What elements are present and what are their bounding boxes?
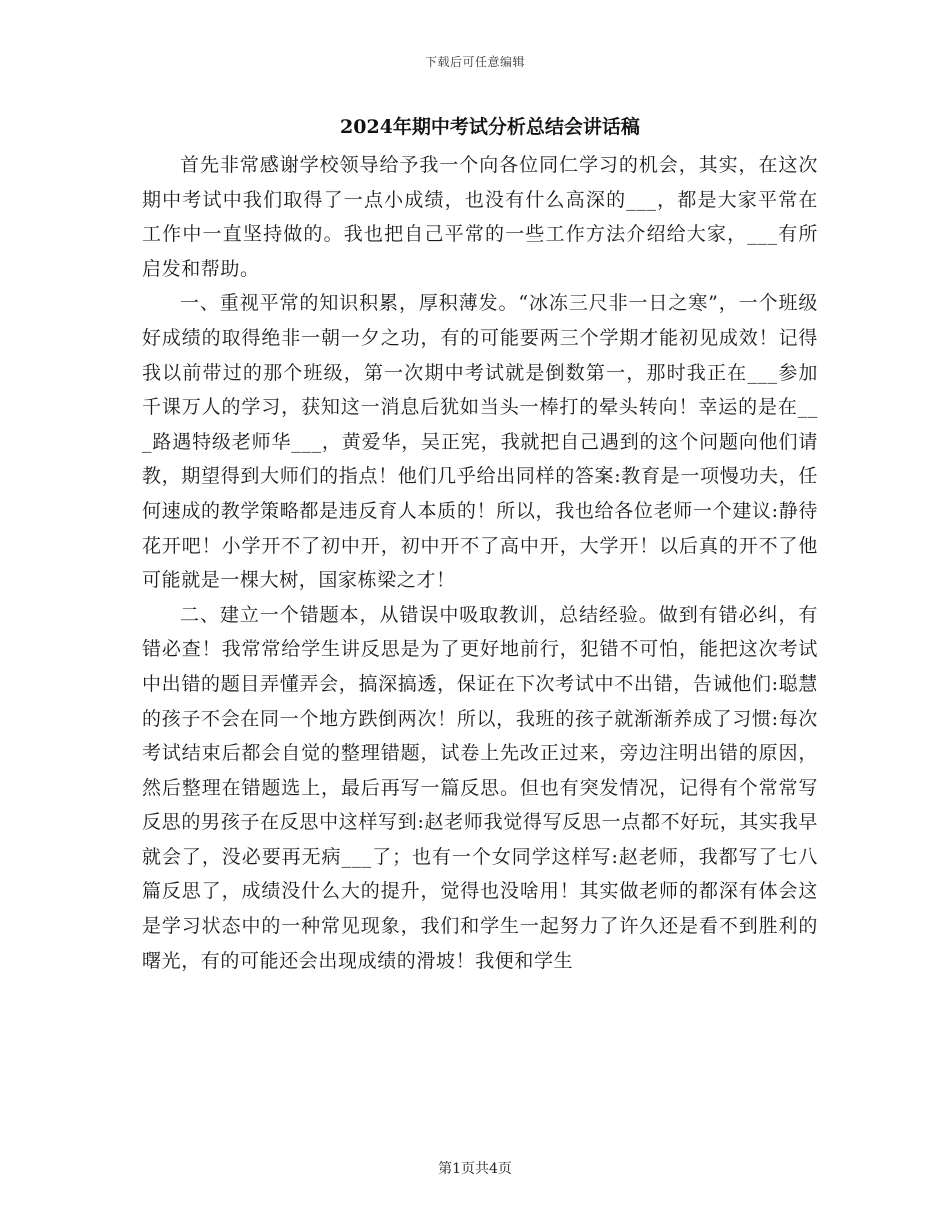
document-body [142,148,818,978]
paragraph-section-2: 二、建立一个错题本，从错误中吸取教训，总结经验。做到有错必纠，有错必查！我常常给学生讲反思是为了更好地前行，犯错不可怕，能把这次考试中出错的题目弄懂弄会，搞深搞透，保证在下次考试中不出错，告诫他们:聪慧的孩子不会在同一个地方跌倒两次！所以，我班的孩子就渐渐养成了习惯:每次考试结束后都会自觉的整理错题，试卷上先改正过来，旁边注明出错的原因，然后整理在错题选上，最后再写一篇反思。但也有突发情况，记得有个常常写反思的男孩子在反思中这样写到:赵老师我觉得写反思一点都不好玩，其实我早就会了，没必要再无病___了；也有一个女同学这样写:赵老师，我都写了七八篇反思了，成绩没什么大的提升，觉得也没啥用！其实做老师的都深有体会这是学习状态中的一种常见现象，我们和学生一起努力了许久还是看不到胜利的曙光，有的可能还会出现成绩的滑坡！我便和学生 [142,603,818,972]
page-number: 第1页共4页 [438,1161,512,1177]
document-title: 2024年期中考试分析总结会讲话稿 [340,116,640,138]
paragraph-intro: 首先非常感谢学校领导给予我一个向各位同仁学习的机会，其实，在这次期中考试中我们取得了一点小成绩，也没有什么高深的___，都是大家平常在工作中一直坚持做的。我也把自己平常的一些工作方法介绍给大家，___有所启发和帮助。 [142,154,818,280]
paragraph-section-1: 一、重视平常的知识积累，厚积薄发。“冰冻三尺非一日之寒”，一个班级好成绩的取得绝非一朝一夕之功，有的可能要两三个学期才能初见成效！记得我以前带过的那个班级，第一次期中考试就是倒数第一，那时我正在___参加千课万人的学习，获知这一消息后犹如当头一棒打的晕头转向！幸运的是在___路遇特级老师华___，黄爱华，吴正宪，我就把自己遇到的这个问题向他们请教，期望得到大师们的指点！他们几乎给出同样的答案:教育是一项慢功夫，任何速成的教学策略都是违反育人本质的！所以，我也给各位老师一个建议:静待花开吧！小学开不了初中开，初中开不了高中开，大学开！以后真的开不了他可能就是一棵大树，国家栋梁之才！ [142,292,818,592]
header-note: 下载后可任意编辑 [424,55,525,69]
